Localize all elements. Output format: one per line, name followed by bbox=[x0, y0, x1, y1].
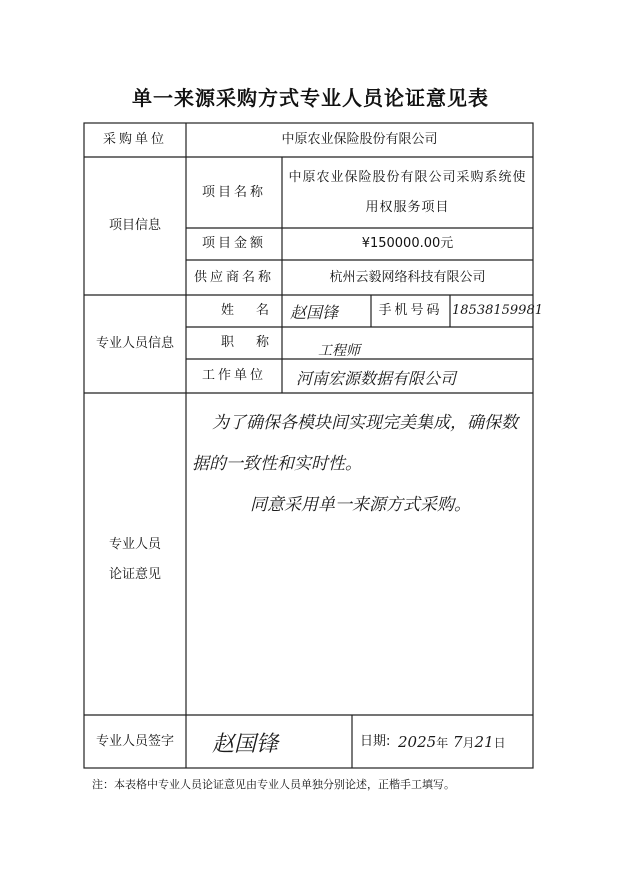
supplier-label: 供应商名称 bbox=[193, 269, 274, 285]
handwritten-opinion-line-2: 据的一致性和实时性。 bbox=[192, 454, 362, 474]
project-name-value bbox=[282, 160, 533, 226]
date-month: 7 bbox=[452, 733, 463, 751]
opinion-label-line-1: 专业人员 bbox=[108, 537, 161, 552]
date-year: 2025 bbox=[398, 733, 437, 751]
project-info-label: 项目信息 bbox=[108, 218, 161, 233]
opinion-label-line-2: 论证意见 bbox=[108, 567, 161, 582]
form-title: 单一来源采购方式专业人员论证意见表 bbox=[132, 86, 489, 110]
opinion-label bbox=[84, 520, 186, 600]
work-unit-label: 工作单位 bbox=[201, 368, 266, 383]
footnote: 注：本表格中专业人员论证意见由专业人员单独分别论述，正楷手工填写。 bbox=[92, 778, 455, 791]
signature-label: 专业人员签字 bbox=[95, 733, 174, 749]
handwritten-phone: 18538159981 bbox=[452, 303, 543, 318]
purchaser-label: 采购单位 bbox=[102, 132, 167, 147]
handwritten-name: 赵国锋 bbox=[290, 303, 339, 322]
handwritten-opinion-line-1: 为了确保各模块间实现完美集成，确保数 bbox=[212, 413, 518, 433]
handwritten-signature: 赵国锋 bbox=[212, 732, 279, 757]
project-name-line-1: 中原农业保险股份有限公司采购系统使 bbox=[288, 170, 527, 185]
title-label: 职称 bbox=[220, 335, 291, 350]
date-day: 21 bbox=[474, 733, 494, 751]
project-name-label: 项目名称 bbox=[201, 184, 266, 200]
handwritten-work-unit: 河南宏源数据有限公司 bbox=[296, 369, 457, 388]
handwritten-job-title: 工程师 bbox=[318, 343, 360, 359]
date-label: 日期: bbox=[360, 733, 391, 749]
expert-info-label: 专业人员信息 bbox=[95, 336, 174, 351]
supplier-value: 杭州云毅网络科技有限公司 bbox=[329, 269, 486, 285]
phone-label: 手机号码 bbox=[378, 303, 443, 318]
handwritten-opinion-line-3: 同意采用单一来源方式采购。 bbox=[250, 495, 471, 515]
handwritten-date: 2025年 7月21日 bbox=[398, 733, 506, 751]
project-amount-label: 项目金额 bbox=[201, 236, 266, 251]
project-name-line-2: 用权服务项目 bbox=[365, 200, 450, 215]
project-amount-value: ¥150000.00元 bbox=[361, 236, 454, 251]
name-label: 姓名 bbox=[220, 303, 291, 318]
purchaser-value: 中原农业保险股份有限公司 bbox=[281, 132, 438, 147]
